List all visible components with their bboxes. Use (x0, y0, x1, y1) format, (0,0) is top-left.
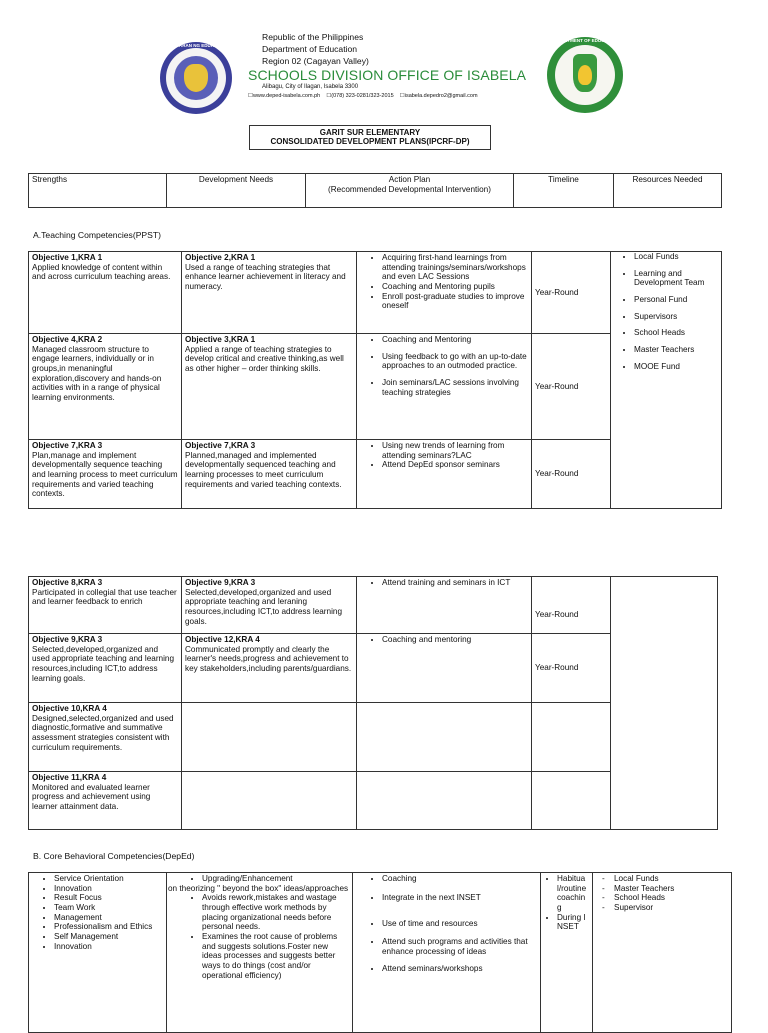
behavioral-competencies-table (28, 872, 732, 1033)
website[interactable]: www.deped-isabela.com.ph (252, 93, 321, 99)
list-item: • Service Orientation (54, 874, 163, 884)
timeline-cell (532, 703, 611, 772)
timeline-cell (532, 772, 611, 830)
table-row (29, 873, 732, 1033)
list-item: • Personal Fund (634, 295, 718, 305)
list-item: • Attend training and seminars in ICT (382, 578, 528, 588)
action-cell (357, 634, 532, 703)
list-item: • Habitual/routine coaching (557, 874, 589, 913)
list-item: • Master Teachers (634, 345, 718, 355)
teaching-competencies-table (28, 251, 722, 509)
list-item: - Local Funds (614, 874, 728, 884)
strength-cell: Objective 8,KRA 3 Participated in collegial that use teacher and learner feedback to enrich (29, 577, 182, 634)
strength-cell (29, 873, 167, 1033)
resources-cell (593, 873, 732, 1033)
needs-continuation: on theorizing " beyond the box" ideas/approaches (168, 883, 349, 893)
need-cell: Objective 3,KRA 1 Applied a range of teaching strategies to develop critical and creative thinking,as well as other higher – order thinking skills. (182, 334, 357, 440)
list-item: • Integrate in the next INSET (382, 893, 537, 903)
list-item: • Acquiring first-hand learnings from attending trainings/seminars/workshops and even LAC Sessions (382, 253, 528, 282)
strength-cell: Objective 9,KRA 3 Selected,developed,organized and used appropriate teaching and learning resources,including ICT,to address learning goals. (29, 634, 182, 703)
region-line: Region 02 (Cagayan Valley) (262, 56, 369, 66)
need-cell: Objective 12,KRA 4 Communicated promptly and clearly the learner's needs,progress and achievement to key stakeholders,including parents/guardians. (182, 634, 357, 703)
doc-title: CONSOLIDATED DEVELOPMENT PLANS(IPCRF-DP) (270, 137, 470, 147)
action-cell (357, 334, 532, 440)
list-item: • Coaching (382, 874, 537, 884)
need-cell: Objective 7,KRA 3 Planned,managed and implemented developmentally sequenced teaching and learning processes to meet curriculum requirements and varied teaching contexts. (182, 440, 357, 509)
email[interactable]: isabela.depedro2@gmail.com (404, 93, 478, 99)
list-item: • Innovation (54, 884, 163, 894)
col-strengths: Strengths (29, 174, 167, 208)
col-action (306, 174, 514, 208)
list-item: • Local Funds (634, 252, 718, 262)
deped-left-seal (160, 42, 232, 114)
list-item: • Use of time and resources (382, 919, 537, 929)
action-cell (353, 873, 541, 1033)
timeline-cell: Year-Round (532, 634, 611, 703)
col-resources: Resources Needed (614, 174, 722, 208)
list-item: • Coaching and Mentoring (382, 335, 528, 345)
table-row (29, 577, 718, 634)
list-item: • Team Work (54, 903, 163, 913)
web-icon: ☐ (248, 93, 253, 99)
office-address: Alibagu, City of Ilagan, Isabela 3300 (262, 84, 359, 90)
title-box (249, 125, 491, 150)
list-item: • During INSET (557, 913, 589, 932)
list-item: • Avoids rework,mistakes and wastage through effective work methods by placing organizational needs before personal needs. (202, 893, 349, 932)
timeline-cell (541, 873, 593, 1033)
action-cell (357, 703, 532, 772)
contact-line (248, 93, 478, 99)
department-line: Department of Education (262, 44, 358, 54)
list-item: • Enroll post-graduate studies to improve oneself (382, 292, 528, 311)
office-name: SCHOOLS DIVISION OFFICE OF ISABELA (248, 67, 527, 83)
column-header-table (28, 173, 722, 208)
strength-cell: Objective 11,KRA 4 Monitored and evaluated learner progress and achievement using learner attainment data. (29, 772, 182, 830)
mail-icon: ☐ (399, 93, 405, 99)
list-item: • Attend DepEd sponsor seminars (382, 460, 528, 470)
list-item: • Coaching and Mentoring pupils (382, 282, 528, 292)
phone: (078) 323-0281/323-2015 (331, 93, 394, 99)
list-item: • Examines the root cause of problems and suggests solutions.Foster new ideas processes and suggests better ways to do things (cost and/or operational efficiency) (202, 932, 349, 980)
section-a-heading: A.Teaching Competencies(PPST) (33, 230, 162, 240)
need-cell (182, 703, 357, 772)
action-cell (357, 252, 532, 334)
list-item: • Attend such programs and activities that enhance processing of ideas (382, 937, 537, 956)
teaching-competencies-table-2 (28, 576, 718, 830)
strength-cell: Objective 4,KRA 2 Managed classroom structure to engage learners, individually or in groups,in menaningful exploration,discovery and hands-on activities with in a range of physical learning environments. (29, 334, 182, 440)
col-action-sub: (Recommended Developmental Intervention) (328, 184, 491, 194)
list-item: - School Heads (614, 893, 728, 903)
table-row (29, 252, 722, 334)
list-item: • Management (54, 913, 163, 923)
list-item: • MOOE Fund (634, 362, 718, 372)
resources-cell (611, 577, 718, 830)
list-item: - Master Teachers (614, 884, 728, 894)
list-item: • Join seminars/LAC sessions involving teaching strategies (382, 378, 528, 397)
timeline-cell: Year-Round (532, 440, 611, 509)
list-item: • Supervisors (634, 312, 718, 322)
list-item: • Professionalism and Ethics (54, 922, 163, 932)
right-seal-text: DEPARTMENT OF EDUCATION (551, 38, 619, 43)
list-item: • Self Management (54, 932, 163, 942)
col-action-label: Action Plan (388, 175, 431, 184)
resources-cell (611, 252, 722, 509)
action-cell (357, 772, 532, 830)
need-cell: Objective 2,KRA 1 Used a range of teaching strategies that enhance learner achievement in literacy and numeracy. (182, 252, 357, 334)
list-item: • Learning and Development Team (634, 269, 718, 288)
list-item: • Result Focus (54, 893, 163, 903)
sdo-right-seal (547, 37, 623, 113)
country-line: Republic of the Philippines (262, 32, 364, 42)
need-cell (167, 873, 353, 1033)
list-item: • Coaching and mentoring (382, 635, 528, 645)
list-item: • Innovation (54, 942, 163, 952)
phone-icon: ☐ (326, 93, 332, 99)
col-needs: Development Needs (167, 174, 306, 208)
action-cell (357, 440, 532, 509)
section-b-heading: B. Core Behavioral Competencies(DepEd) (33, 851, 195, 861)
list-item: • School Heads (634, 328, 718, 338)
school-name: GARIT SUR ELEMENTARY (319, 128, 421, 137)
timeline-cell: Year-Round (532, 252, 611, 334)
col-timeline: Timeline (514, 174, 614, 208)
list-item: • Using new trends of learning from attending seminars?LAC (382, 441, 528, 460)
strength-cell: Objective 10,KRA 4 Designed,selected,organized and used diagnostic,formative and summative assessment strategies consistent with curriculum requirements. (29, 703, 182, 772)
left-seal-text: KAGAWARAN NG EDUKASYON (161, 43, 230, 48)
list-item: • Attend seminars/workshops (382, 964, 537, 974)
need-cell: Objective 9,KRA 3 Selected,developed,organized and used appropriate teaching and leraning resources,including ICT,to address learning goals. (182, 577, 357, 634)
timeline-cell: Year-Round (532, 334, 611, 440)
need-cell (182, 772, 357, 830)
timeline-cell: Year-Round (532, 577, 611, 634)
strength-cell: Objective 1,KRA 1 Applied knowledge of content within and across curriculum teaching areas. (29, 252, 182, 334)
action-cell (357, 577, 532, 634)
list-item: - Supervisor (614, 903, 728, 913)
list-item: • Upgrading/Enhancement (202, 874, 349, 884)
strength-cell: Objective 7,KRA 3 Plan,manage and implement developmentally sequence teaching and learning process to meet curriculum requirements and varied teaching contexts. (29, 440, 182, 509)
list-item: • Using feedback to go with an up-to-date approaches to an outmoded practice. (382, 352, 528, 371)
